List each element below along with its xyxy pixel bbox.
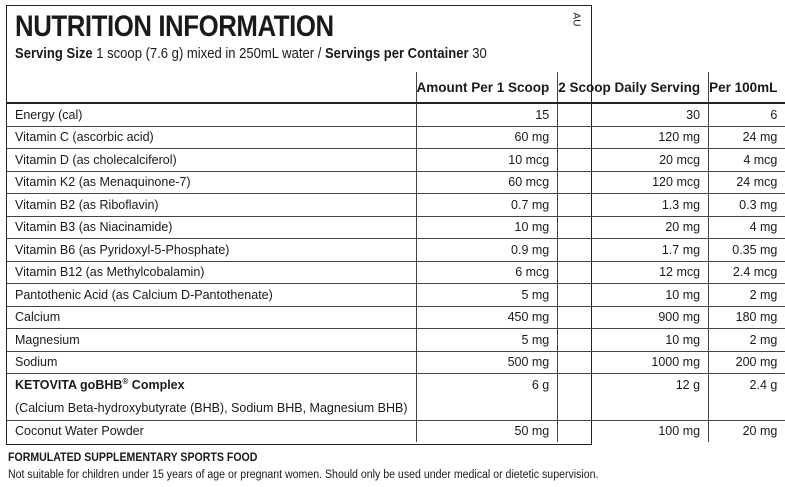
amount-per-100ml: 2.4 g <box>749 377 778 392</box>
table-row <box>7 239 785 262</box>
amount-daily-serving: 1000 mg <box>558 351 709 374</box>
amount-daily-serving: 20 mg <box>558 216 709 239</box>
amount-daily-serving: 1.7 mg <box>558 239 709 262</box>
complex-suffix: Complex <box>128 378 185 393</box>
amount-per-scoop: 60 mg <box>416 126 558 149</box>
serving-line <box>15 46 487 62</box>
nutrient-name: Calcium <box>7 306 416 329</box>
amount-per-100ml: 2.4 mcg <box>709 261 785 284</box>
amount-daily-serving: 12 mcg <box>558 261 709 284</box>
header-per-100ml: Per 100mL <box>709 72 785 103</box>
amount-per-scoop: 500 mg <box>416 351 558 374</box>
amount-per-100ml: 180 mg <box>709 306 785 329</box>
nutrient-name: Coconut Water Powder <box>7 420 416 442</box>
amount-daily-serving: 120 mcg <box>558 171 709 194</box>
amount-per-scoop: 5 mg <box>416 284 558 307</box>
serving-size-value: 1 scoop (7.6 g) mixed in 250mL water / <box>96 46 322 62</box>
complex-detail: (Calcium Beta-hydroxybutyrate (BHB), Sodium BHB, Magnesium BHB) <box>7 396 416 421</box>
amount-per-100ml: 0.3 mg <box>709 194 785 217</box>
nutrient-name: Vitamin K2 (as Menaquinone-7) <box>7 171 416 194</box>
amount-per-scoop: 60 mcg <box>416 171 558 194</box>
nutrition-table <box>7 72 785 442</box>
complex-brand: KETOVITA goBHB <box>15 378 123 393</box>
amount-daily-serving: 10 mg <box>558 284 709 307</box>
empty-cell <box>709 396 785 421</box>
amount-per-scoop: 10 mcg <box>416 149 558 172</box>
amount-daily-serving: 1.3 mg <box>558 194 709 217</box>
table-row <box>7 103 785 126</box>
nutrient-name: Vitamin B12 (as Methylcobalamin) <box>7 261 416 284</box>
servings-per-container-label: Servings per Container <box>324 46 469 62</box>
amount-per-scoop: 0.7 mg <box>416 194 558 217</box>
table-row <box>7 284 785 307</box>
empty-cell <box>558 396 709 421</box>
amount-per-100ml: 2 mg <box>709 329 785 352</box>
nutrient-name: Sodium <box>7 351 416 374</box>
amount-daily-serving: 120 mg <box>558 126 709 149</box>
table-row <box>7 261 785 284</box>
amount-per-100ml: 24 mg <box>709 126 785 149</box>
amount-per-scoop: 15 <box>416 103 558 126</box>
nutrition-panel <box>6 5 778 445</box>
amount-per-scoop: 6 g <box>416 374 558 396</box>
amount-per-scoop: 5 mg <box>416 329 558 352</box>
table-header-row <box>7 72 785 103</box>
amount-per-scoop: 0.9 mg <box>416 239 558 262</box>
amount-per-100ml: 200 mg <box>709 351 785 374</box>
nutrient-name: Vitamin D (as cholecalciferol) <box>7 149 416 172</box>
header-nutrient <box>7 72 416 103</box>
serving-size-label: Serving Size <box>15 46 93 62</box>
registered-mark: ® <box>122 377 129 387</box>
table-row-complex-detail <box>7 396 785 421</box>
header-daily-serving: 2 Scoop Daily Serving <box>558 72 709 103</box>
nutrient-name: Vitamin B6 (as Pyridoxyl-5-Phosphate) <box>7 239 416 262</box>
table-row <box>7 194 785 217</box>
footer-title: FORMULATED SUPPLEMENTARY SPORTS FOOD <box>8 452 258 464</box>
amount-per-100ml: 0.35 mg <box>709 239 785 262</box>
amount-daily-serving: 20 mcg <box>558 149 709 172</box>
table-row-complex <box>7 374 785 396</box>
amount-daily-serving: 900 mg <box>558 306 709 329</box>
amount-per-100ml: 2 mg <box>709 284 785 307</box>
table-row <box>7 329 785 352</box>
table-row <box>7 171 785 194</box>
nutrient-name: Vitamin C (ascorbic acid) <box>7 126 416 149</box>
nutrient-name: Vitamin B2 (as Riboflavin) <box>7 194 416 217</box>
amount-daily-serving: 30 <box>558 103 709 126</box>
nutrient-name: Energy (cal) <box>7 103 416 126</box>
nutrient-name: Pantothenic Acid (as Calcium D-Pantothenate) <box>7 284 416 307</box>
empty-cell <box>416 396 558 421</box>
amount-per-100ml: 4 mg <box>709 216 785 239</box>
amount-per-scoop: 450 mg <box>416 306 558 329</box>
footer-warning: Not suitable for children under 15 years of age or pregnant women. Should only be used under medical or dietetic supervision. <box>8 469 599 481</box>
amount-per-100ml: 4 mcg <box>709 149 785 172</box>
complex-name <box>7 374 416 396</box>
amount-per-100ml: 20 mg <box>742 424 778 439</box>
table-row <box>7 216 785 239</box>
amount-per-scoop: 10 mg <box>416 216 558 239</box>
amount-per-100ml: 6 <box>709 103 785 126</box>
amount-daily-serving: 10 mg <box>558 329 709 352</box>
nutrient-name: Magnesium <box>7 329 416 352</box>
region-mark: AU <box>570 12 582 27</box>
amount-daily-serving: 100 mg <box>558 420 709 442</box>
amount-daily-serving: 12 g <box>558 374 709 396</box>
servings-per-container-value: 30 <box>472 46 487 62</box>
nutrient-name: Vitamin B3 (as Niacinamide) <box>7 216 416 239</box>
amount-per-scoop: 50 mg <box>416 420 558 442</box>
amount-per-100ml: 24 mcg <box>709 171 785 194</box>
panel-title: NUTRITION INFORMATION <box>15 10 334 43</box>
table-row <box>7 420 785 442</box>
table-row <box>7 351 785 374</box>
header-per-scoop: Amount Per 1 Scoop <box>416 72 558 103</box>
table-row <box>7 126 785 149</box>
amount-per-scoop: 6 mcg <box>416 261 558 284</box>
table-row <box>7 149 785 172</box>
table-row <box>7 306 785 329</box>
